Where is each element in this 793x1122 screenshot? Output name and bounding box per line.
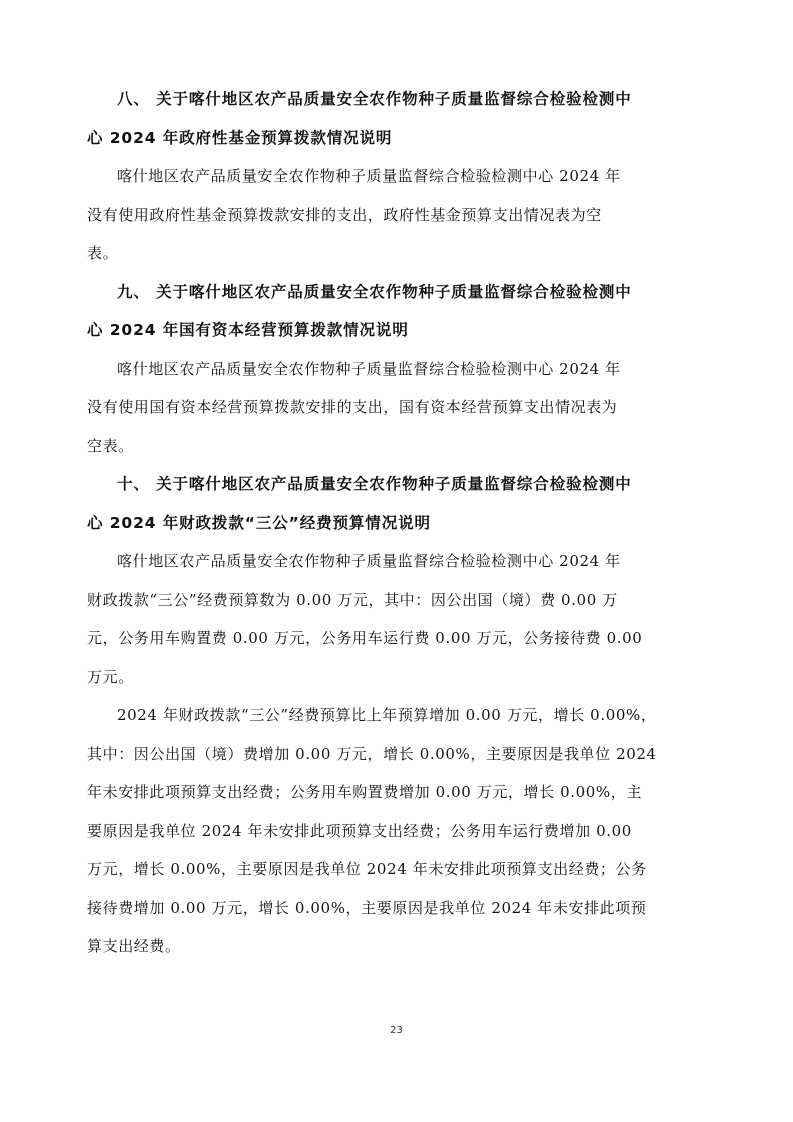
section-10-heading-line-1: 十、 关于喀什地区农产品质量安全农作物种子质量监督综合检验检测中 [117,475,632,493]
section-9-body-line-1: 喀什地区农产品质量安全农作物种子质量监督综合检验检测中心 2024 年 [117,359,621,378]
section-10-body-line-3: 元，公务用车购置费 0.00 万元，公务用车运行费 0.00 万元，公务接待费 0.00 [87,629,643,647]
section-8-heading-line-1: 八、 关于喀什地区农产品质量安全农作物种子质量监督综合检验检测中 [117,90,632,108]
section-10-para2-line-6: 接待费增加 0.00 万元，增长 0.00%，主要原因是我单位 2024 年未安排此项预 [87,898,647,917]
section-10 [87,465,707,966]
section-10-para2-line-4: 要原因是我单位 2024 年未安排此项预算支出经费；公务用车运行费增加 0.00 [87,821,632,840]
section-10-para2-line-3: 年未安排此项预算支出经费；公务用车购置费增加 0.00 万元，增长 0.00%，主 [87,783,642,801]
section-10-body-line-1: 喀什地区农产品质量安全农作物种子质量监督综合检验检测中心 2024 年 [117,552,621,570]
section-8-body-line-1: 喀什地区农产品质量安全农作物种子质量监督综合检验检测中心 2024 年 [117,167,621,185]
page-number: 23 [390,1025,403,1036]
section-9 [87,273,707,466]
section-8 [87,80,707,273]
section-8-heading-line-2: 心 2024 年政府性基金预算拨款情况说明 [87,128,393,147]
section-10-para2-line-5: 万元，增长 0.00%，主要原因是我单位 2024 年未安排此项预算支出经费；公务 [87,860,647,878]
section-8-body-line-2: 没有使用政府性基金预算拨款安排的支出，政府性基金预算支出情况表为空 [87,205,602,224]
section-9-body-line-2: 没有使用国有资本经营预算拨款安排的支出，国有资本经营预算支出情况表为 [87,398,618,416]
section-9-body-line-3: 空表。 [87,436,134,455]
section-10-body-line-2: 财政拨款“三公”经费预算数为 0.00 万元，其中：因公出国（境）费 0.00 万 [87,590,618,609]
section-10-para2-line-1: 2024 年财政拨款“三公”经费预算比上年预算增加 0.00 万元，增长 0.00%， [117,706,657,724]
section-9-heading-line-1: 九、 关于喀什地区农产品质量安全农作物种子质量监督综合检验检测中 [117,282,632,301]
document-body [87,80,707,966]
section-10-para2-line-2: 其中：因公出国（境）费增加 0.00 万元，增长 0.00%，主要原因是我单位 2024 [87,744,657,763]
section-10-para2-line-7: 算支出经费。 [87,937,181,955]
section-8-body-line-3: 表。 [87,244,119,262]
section-10-heading-line-2: 心 2024 年财政拨款“三公”经费预算情况说明 [87,513,431,532]
section-10-body-line-4: 万元。 [87,667,134,686]
section-9-heading-line-2: 心 2024 年国有资本经营预算拨款情况说明 [87,321,409,339]
